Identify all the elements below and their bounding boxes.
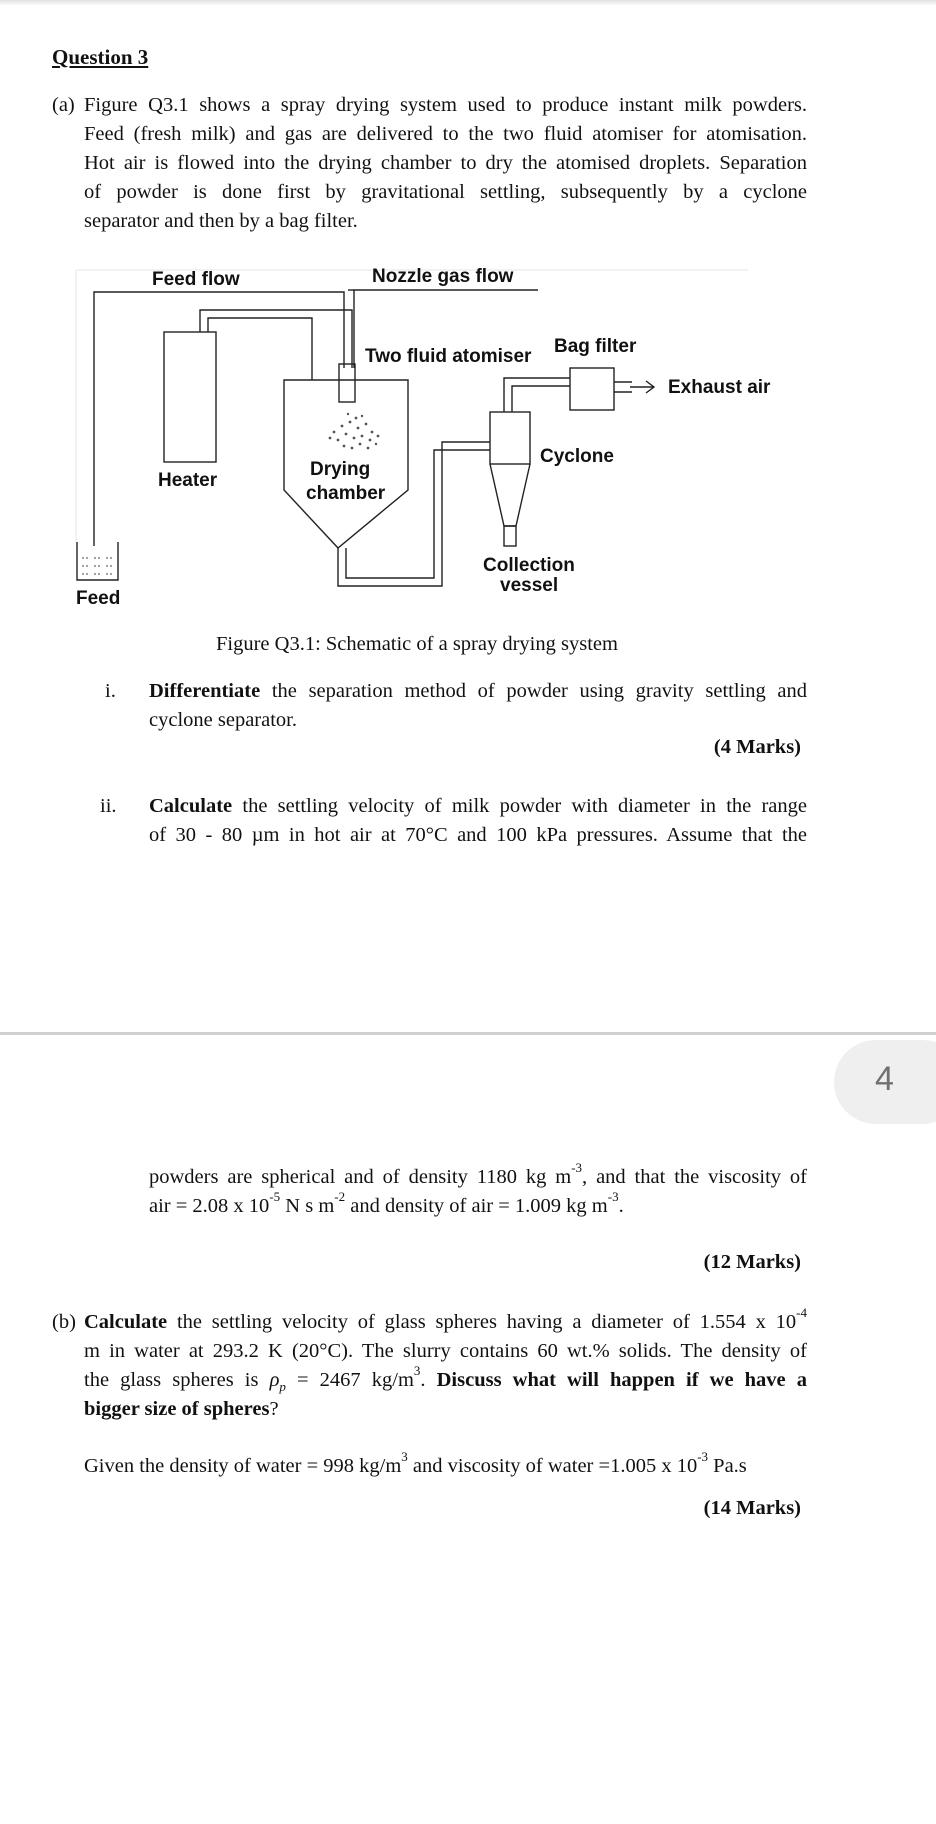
part-b-line-3: the glass spheres is $\rho_p = 2467$ $kg/m^3$. Discuss what will happen if we have a — [84, 1363, 808, 1395]
part-a-line-5: separator and then by a bag filter. — [84, 210, 358, 232]
label-feed: Feed — [76, 588, 121, 609]
sub-i-line-1-rest: the separation method of powder using gravity settling and — [271, 680, 808, 702]
page-divider — [0, 1032, 936, 1035]
sub-i-number: i. — [105, 680, 116, 702]
sub-ii-marks: (12 Marks) — [703, 1251, 801, 1273]
part-b-marks: (14 Marks) — [703, 1497, 801, 1519]
label-nozzle-gas-flow: Nozzle gas flow — [372, 266, 514, 287]
sub-ii-line-3: powders are spherical and of density 1180 kg $m^{-3}$, and that the viscosity of — [149, 1160, 807, 1188]
part-b-bold-1: Calculate — [84, 1311, 168, 1333]
part-b-line-2: m in water at 293.2 K (20°C). The slurry contains 60 wt.% solids. The density of — [84, 1340, 807, 1362]
sub-i-bold: Differentiate — [149, 680, 261, 702]
cyclone-to-bag-line — [504, 378, 570, 412]
label-heater: Heater — [158, 470, 218, 491]
top-shadow — [0, 0, 936, 6]
sub-ii-bold: Calculate — [149, 795, 233, 817]
label-bag-filter: Bag filter — [554, 336, 637, 357]
part-b-bold-2: Discuss what will happen if we have a — [436, 1369, 808, 1391]
collection-vessel — [504, 526, 516, 546]
cyclone-to-bag-line-2 — [512, 386, 570, 412]
exhaust-arrow-icon — [630, 381, 654, 393]
part-a-line-4: of powder is done first by gravitational settling, subsequently by a cyclone — [84, 181, 807, 203]
figure-caption: Figure Q3.1: Schematic of a spray drying system — [216, 633, 618, 655]
spray-drying-schematic — [72, 262, 792, 612]
part-b-bold-3: bigger size of spheres — [84, 1398, 270, 1420]
label-collection: Collection — [483, 555, 575, 576]
part-b-given: Given the density of water = 998 $kg/m^3$ and viscosity of water =1.005 x $10^{-3}$ Pa.s — [84, 1449, 747, 1477]
sub-ii-number: ii. — [100, 795, 117, 817]
feed-liquid — [82, 558, 112, 574]
page-number: 4 — [875, 1060, 894, 1098]
question-title: Question 3 — [52, 45, 149, 69]
part-b-label: (b) — [52, 1311, 76, 1333]
part-b-line-4: bigger size of spheres? — [84, 1398, 279, 1420]
part-a-line-2: Feed (fresh milk) and gas are delivered to the two fluid atomiser for atomisation. — [84, 123, 807, 145]
exhaust-pipe — [614, 382, 632, 392]
sub-ii-line-2: of 30 - 80 µm in hot air at 70°C and 100 kPa pressures. Assume that the — [149, 824, 807, 846]
sub-ii-line-1 — [149, 792, 807, 821]
cyclone-body — [490, 412, 530, 464]
label-exhaust-air: Exhaust air — [668, 377, 771, 398]
part-a-label: (a) — [52, 94, 75, 116]
heater-outlet-line — [208, 318, 312, 380]
feed-line — [94, 292, 344, 546]
bag-filter-box — [570, 368, 614, 410]
atomiser-nozzle — [339, 364, 355, 402]
heater-box — [164, 332, 216, 462]
sub-i-line-1 — [149, 677, 807, 706]
atomised-droplets — [329, 413, 380, 450]
label-cyclone: Cyclone — [540, 446, 614, 467]
sub-i-marks: (4 Marks) — [713, 736, 801, 758]
label-chamber: chamber — [306, 483, 386, 504]
label-drying: Drying — [310, 459, 371, 480]
sub-ii-line-1-rest: the settling velocity of milk powder with diameter in the range — [242, 795, 807, 817]
hot-air-line — [200, 310, 352, 368]
label-feed-flow: Feed flow — [152, 269, 240, 290]
sub-i-line-2: cyclone separator. — [149, 709, 297, 731]
part-b-line-1: Calculate the settling velocity of glass spheres having a diameter of 1.554 x $10^{-4}$ — [84, 1305, 807, 1333]
part-a-line-1: Figure Q3.1 shows a spray drying system used to produce instant milk powders. — [84, 94, 807, 116]
label-two-fluid-atomiser: Two fluid atomiser — [365, 346, 532, 367]
part-a-line-3: Hot air is flowed into the drying chamber to dry the atomised droplets. Separation — [84, 152, 807, 174]
label-vessel: vessel — [500, 575, 559, 596]
sub-ii-line-4: air = 2.08 x $10^{-5}$ N s $m^{-2}$ and density of air = 1.009 kg $m^{-3}$. — [149, 1189, 624, 1217]
cyclone-cone — [490, 464, 530, 526]
